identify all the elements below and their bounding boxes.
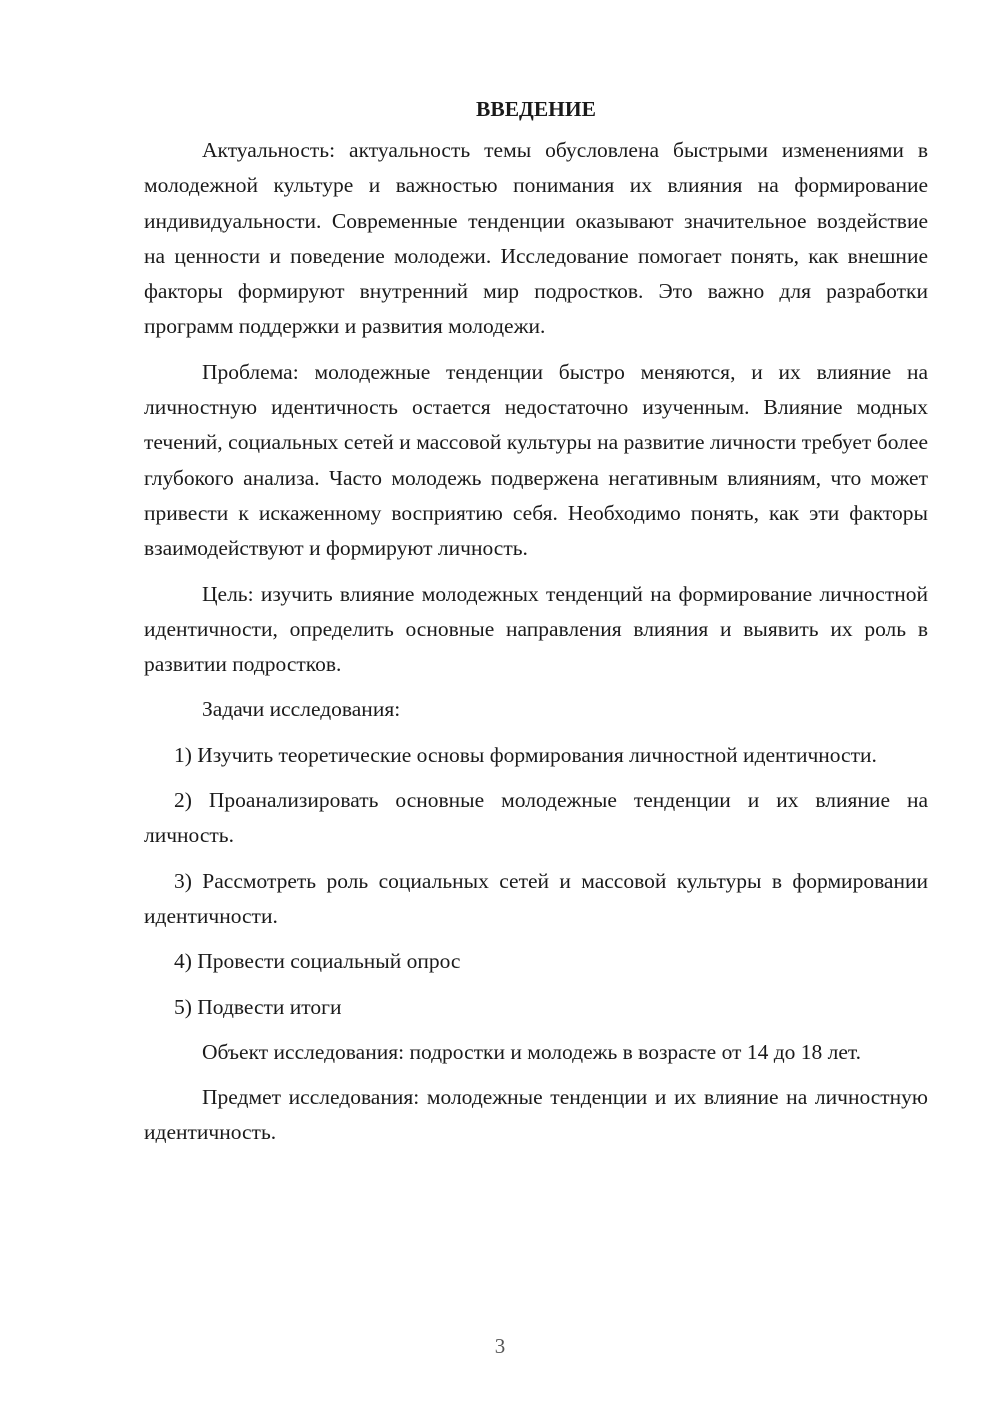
task-item-5: 5) Подвести итоги [174, 994, 342, 1019]
document-page [144, 92, 928, 1161]
task-item-1: 1) Изучить теоретические основы формирования личностной идентичности. [174, 742, 877, 767]
task-item-4: 4) Провести социальный опрос [174, 949, 461, 974]
paragraph-object: Объект исследования: подростки и молодежь в возрасте от 14 до 18 лет. [202, 1039, 862, 1064]
tasks-heading: Задачи исследования: [202, 697, 401, 722]
paragraph-goal: Цель: изучить влияние молодежных тенденций на формирование личностной идентичности, определить основные направления влияния и выявить их роль в развитии подростков. [144, 581, 928, 677]
paragraph-subject: Предмет исследования: молодежные тенденции и их влияние на личностную идентичность. [144, 1085, 928, 1145]
paragraph-relevance: Актуальность: актуальность темы обусловлена быстрыми изменениями в молодежной культуре и важностью понимания их влияния на формирование индивидуальности. Современные тенденции оказывают значительное воздействие на ценности и поведение молодежи. Исследование помогает понять, как внешние факторы формируют внутренний мир подростков. Это важно для разработки программ поддержки и развития молодежи. [144, 138, 928, 339]
page-number: 3 [494, 1334, 506, 1358]
paragraph-problem: Проблема: молодежные тенденции быстро меняются, и их влияние на личностную идентичность остается недостаточно изученным. Влияние модных течений, социальных сетей и массовой культуры на развитие личности требует более глубокого анализа. Часто молодежь подвержена негативным влияниям, что может привести к искаженному восприятию себя. Необходимо понять, как эти факторы взаимодействуют и формируют личность. [144, 359, 928, 561]
task-item-2: 2) Проанализировать основные молодежные тенденции и их влияние на личность. [144, 788, 928, 848]
page-title: ВВЕДЕНИЕ [476, 97, 596, 121]
task-item-3: 3) Рассмотреть роль социальных сетей и массовой культуры в формировании идентичности. [144, 868, 928, 928]
